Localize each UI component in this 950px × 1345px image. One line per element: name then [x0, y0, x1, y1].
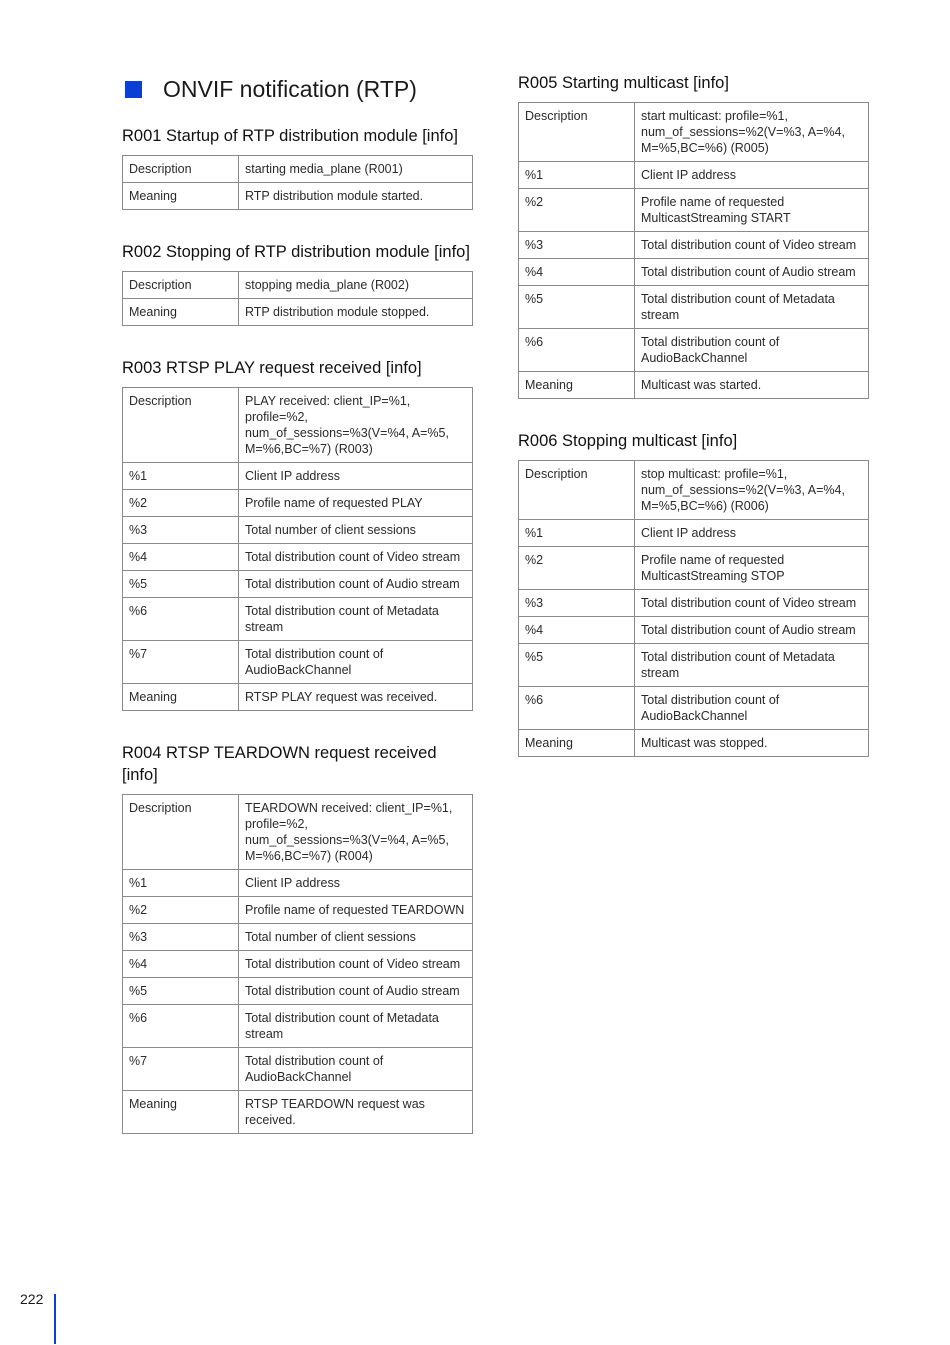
row-value: RTP distribution module started.	[239, 183, 473, 210]
row-key: %3	[123, 924, 239, 951]
row-key: %5	[519, 644, 635, 687]
row-value: Total number of client sessions	[239, 517, 473, 544]
row-key: %1	[123, 463, 239, 490]
row-value: stop multicast: profile=%1, num_of_sessions=%2(V=%3, A=%4, M=%5,BC=%6) (R006)	[635, 461, 869, 520]
row-value: Total distribution count of AudioBackChannel	[239, 641, 473, 684]
table-row	[519, 617, 869, 644]
table-row	[519, 590, 869, 617]
row-value: Total distribution count of AudioBackChannel	[239, 1048, 473, 1091]
row-key: %2	[123, 897, 239, 924]
table-row	[519, 232, 869, 259]
table-row	[519, 259, 869, 286]
row-key: Description	[123, 388, 239, 463]
row-key: Meaning	[123, 684, 239, 711]
table-row	[123, 1048, 473, 1091]
table-row	[123, 299, 473, 326]
row-value: Client IP address	[635, 520, 869, 547]
row-value: Client IP address	[635, 162, 869, 189]
table-row	[123, 183, 473, 210]
table-row	[123, 490, 473, 517]
right-sections	[518, 72, 869, 757]
table-row	[123, 544, 473, 571]
section-title: R004 RTSP TEARDOWN request received [info]	[122, 744, 437, 784]
row-value: Total number of client sessions	[239, 924, 473, 951]
log-section	[122, 357, 473, 711]
table-row	[123, 388, 473, 463]
section-title: R006 Stopping multicast [info]	[518, 432, 738, 450]
table-row	[519, 687, 869, 730]
row-key: %5	[123, 978, 239, 1005]
row-value: RTP distribution module stopped.	[239, 299, 473, 326]
row-key: Description	[123, 795, 239, 870]
table-row	[519, 644, 869, 687]
table-row	[519, 372, 869, 399]
row-key: %4	[519, 617, 635, 644]
row-value: RTSP TEARDOWN request was received.	[239, 1091, 473, 1134]
right-column	[518, 72, 869, 788]
log-section	[122, 125, 473, 210]
row-key: %4	[123, 544, 239, 571]
heading-square-icon	[125, 81, 142, 98]
left-column	[122, 72, 473, 1165]
row-key: %3	[519, 590, 635, 617]
row-value: Client IP address	[239, 463, 473, 490]
row-key: %5	[123, 571, 239, 598]
log-section	[518, 72, 869, 399]
definition-table	[122, 155, 473, 210]
row-key: Meaning	[123, 1091, 239, 1134]
row-value: Profile name of requested MulticastStreaming START	[635, 189, 869, 232]
row-key: %1	[123, 870, 239, 897]
table-row	[123, 1005, 473, 1048]
row-key: %2	[519, 189, 635, 232]
row-key: %3	[519, 232, 635, 259]
table-row	[519, 547, 869, 590]
row-key: Meaning	[519, 372, 635, 399]
table-row	[123, 641, 473, 684]
row-key: Description	[123, 156, 239, 183]
row-value: Total distribution count of Video stream	[239, 951, 473, 978]
log-section	[518, 430, 869, 757]
page-number-rule	[54, 1294, 56, 1344]
table-row	[123, 598, 473, 641]
row-value: Multicast was started.	[635, 372, 869, 399]
section-title: R005 Starting multicast [info]	[518, 74, 729, 92]
table-row	[519, 730, 869, 757]
row-key: %4	[123, 951, 239, 978]
row-value: TEARDOWN received: client_IP=%1, profile=%2, num_of_sessions=%3(V=%4, A=%5, M=%6,BC=%7) (R004)	[239, 795, 473, 870]
definition-table	[122, 387, 473, 711]
row-key: %1	[519, 520, 635, 547]
row-value: Total distribution count of Video stream	[635, 232, 869, 259]
table-row	[123, 897, 473, 924]
table-row	[519, 162, 869, 189]
row-key: %5	[519, 286, 635, 329]
definition-table	[518, 460, 869, 757]
definition-table	[122, 794, 473, 1134]
table-row	[123, 978, 473, 1005]
row-value: Total distribution count of Video stream	[635, 590, 869, 617]
row-key: Description	[123, 272, 239, 299]
row-value: Client IP address	[239, 870, 473, 897]
row-value: Total distribution count of Metadata stream	[239, 1005, 473, 1048]
row-key: %6	[519, 687, 635, 730]
row-value: Profile name of requested PLAY	[239, 490, 473, 517]
row-value: Total distribution count of Metadata stream	[239, 598, 473, 641]
table-row	[519, 286, 869, 329]
table-row	[519, 329, 869, 372]
table-row	[123, 684, 473, 711]
row-key: %2	[519, 547, 635, 590]
table-row	[123, 517, 473, 544]
definition-table	[122, 271, 473, 326]
row-key: %4	[519, 259, 635, 286]
page-number: 222	[20, 1291, 44, 1307]
table-row	[519, 189, 869, 232]
table-row	[123, 870, 473, 897]
left-sections	[122, 125, 473, 1134]
row-key: %2	[123, 490, 239, 517]
log-section	[122, 742, 473, 1134]
row-value: Total distribution count of AudioBackChannel	[635, 329, 869, 372]
row-value: Total distribution count of Audio stream	[635, 617, 869, 644]
row-value: Total distribution count of Audio stream	[635, 259, 869, 286]
table-row	[519, 520, 869, 547]
row-value: RTSP PLAY request was received.	[239, 684, 473, 711]
table-row	[519, 103, 869, 162]
table-row	[123, 951, 473, 978]
section-title: R002 Stopping of RTP distribution module [info]	[122, 243, 470, 261]
row-key: %1	[519, 162, 635, 189]
row-key: %7	[123, 1048, 239, 1091]
definition-table	[518, 102, 869, 399]
row-value: Profile name of requested TEARDOWN	[239, 897, 473, 924]
row-key: %7	[123, 641, 239, 684]
log-section	[122, 241, 473, 326]
row-key: Description	[519, 461, 635, 520]
row-value: Total distribution count of Metadata stream	[635, 644, 869, 687]
table-row	[123, 795, 473, 870]
page-heading	[122, 72, 473, 106]
row-value: starting media_plane (R001)	[239, 156, 473, 183]
row-key: %6	[519, 329, 635, 372]
section-title: R003 RTSP PLAY request received [info]	[122, 359, 422, 377]
table-row	[123, 463, 473, 490]
row-key: Meaning	[519, 730, 635, 757]
row-value: start multicast: profile=%1, num_of_sessions=%2(V=%3, A=%4, M=%5,BC=%6) (R005)	[635, 103, 869, 162]
page-title: ONVIF notification (RTP)	[163, 75, 417, 102]
row-key: Meaning	[123, 299, 239, 326]
row-value: Total distribution count of Metadata stream	[635, 286, 869, 329]
table-row	[123, 1091, 473, 1134]
row-value: Total distribution count of Video stream	[239, 544, 473, 571]
table-row	[519, 461, 869, 520]
row-key: %6	[123, 1005, 239, 1048]
section-title: R001 Startup of RTP distribution module [info]	[122, 127, 458, 145]
row-value: stopping media_plane (R002)	[239, 272, 473, 299]
row-value: Profile name of requested MulticastStreaming STOP	[635, 547, 869, 590]
row-key: Meaning	[123, 183, 239, 210]
row-key: %6	[123, 598, 239, 641]
row-value: Total distribution count of Audio stream	[239, 571, 473, 598]
row-key: %3	[123, 517, 239, 544]
table-row	[123, 272, 473, 299]
row-value: Total distribution count of Audio stream	[239, 978, 473, 1005]
row-value: Multicast was stopped.	[635, 730, 869, 757]
row-key: Description	[519, 103, 635, 162]
row-value: PLAY received: client_IP=%1, profile=%2, num_of_sessions=%3(V=%4, A=%5, M=%6,BC=%7) (R003)	[239, 388, 473, 463]
row-value: Total distribution count of AudioBackChannel	[635, 687, 869, 730]
table-row	[123, 924, 473, 951]
table-row	[123, 571, 473, 598]
table-row	[123, 156, 473, 183]
